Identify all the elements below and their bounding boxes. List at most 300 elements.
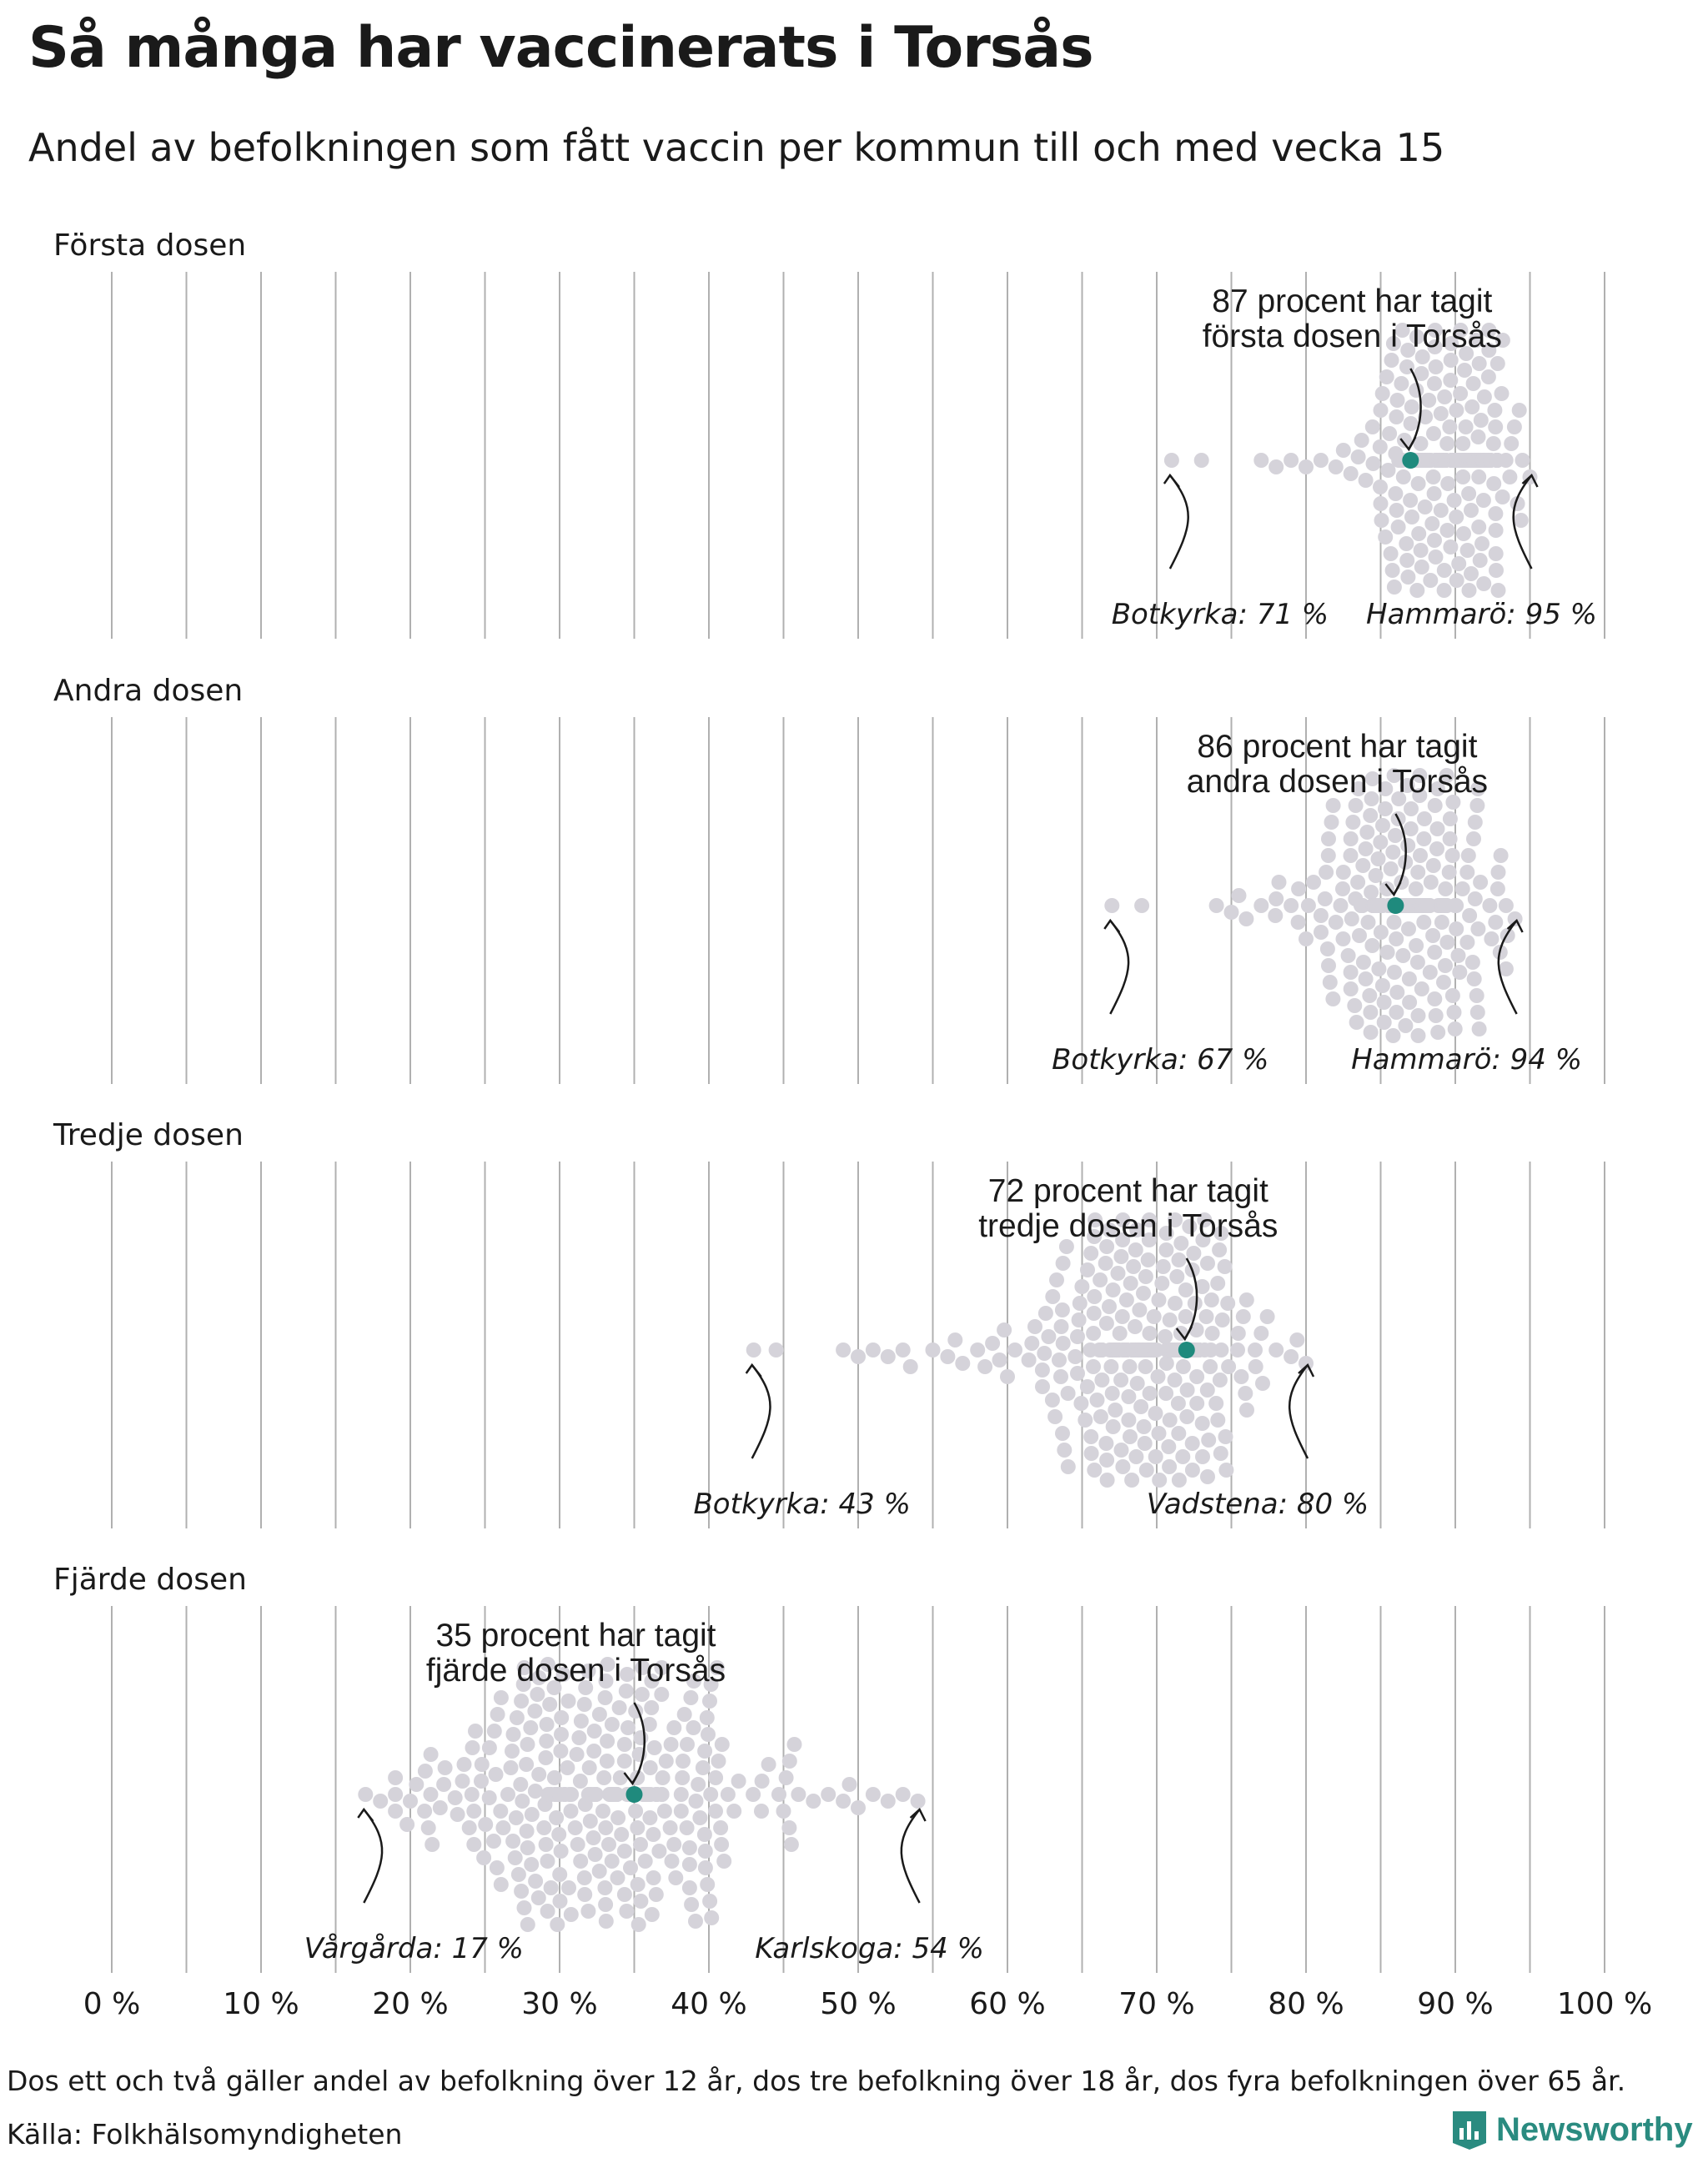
- municipality-dot: [1472, 356, 1487, 371]
- municipality-dot: [1200, 1383, 1215, 1398]
- municipality-dot: [992, 1352, 1007, 1368]
- municipality-dot: [623, 1860, 638, 1875]
- municipality-dot: [1449, 921, 1464, 936]
- municipality-dot: [513, 1777, 528, 1792]
- municipality-dot: [866, 1342, 881, 1358]
- municipality-dot: [1143, 1326, 1158, 1341]
- municipality-dot: [373, 1794, 388, 1809]
- municipality-dot: [1377, 1015, 1392, 1030]
- municipality-dot: [574, 1714, 589, 1729]
- municipality-dot: [1491, 865, 1506, 880]
- municipality-dot: [598, 1690, 613, 1705]
- municipality-dot: [1363, 808, 1378, 823]
- municipality-dot: [896, 1342, 911, 1358]
- municipality-dot: [1409, 383, 1424, 398]
- municipality-dot: [1070, 1329, 1085, 1344]
- municipality-dot: [791, 1787, 806, 1802]
- municipality-dot: [1344, 466, 1359, 481]
- municipality-dot: [1124, 1473, 1139, 1488]
- municipality-dot: [1434, 503, 1449, 518]
- municipality-dot: [704, 1910, 719, 1925]
- municipality-dot: [1119, 1292, 1134, 1307]
- municipality-dot: [1268, 908, 1283, 923]
- municipality-dot: [1451, 948, 1466, 963]
- municipality-dot: [554, 1844, 569, 1859]
- municipality-dot: [1373, 835, 1388, 850]
- municipality-dot: [1459, 935, 1474, 950]
- municipality-dot: [1488, 506, 1503, 521]
- municipality-dot: [1386, 1028, 1401, 1043]
- municipality-dot: [1359, 473, 1374, 488]
- municipality-dot: [448, 1790, 463, 1805]
- municipality-dot: [702, 1894, 717, 1909]
- municipality-dot: [674, 1804, 689, 1819]
- x-tick-label: 90 %: [1417, 1987, 1494, 2021]
- municipality-dot: [659, 1754, 674, 1769]
- municipality-dot: [1411, 476, 1426, 491]
- municipality-dot: [1378, 801, 1393, 816]
- municipality-dot: [540, 1904, 555, 1919]
- municipality-dot: [1400, 838, 1415, 853]
- municipality-dot: [1428, 798, 1443, 813]
- municipality-dot: [1494, 386, 1510, 401]
- municipality-dot: [1289, 1332, 1304, 1347]
- municipality-dot: [708, 1770, 723, 1785]
- municipality-dot: [1248, 1359, 1263, 1374]
- municipality-dot: [1299, 931, 1314, 946]
- municipality-dot: [761, 1757, 776, 1772]
- municipality-dot: [1132, 1302, 1147, 1317]
- municipality-dot: [1087, 1463, 1102, 1478]
- municipality-dot: [600, 1754, 615, 1769]
- municipality-dot: [388, 1770, 403, 1785]
- municipality-dot: [1378, 529, 1393, 545]
- min-arrow: [752, 1365, 771, 1458]
- municipality-dot: [698, 1844, 713, 1859]
- municipality-dot: [1138, 1359, 1153, 1374]
- municipality-dot: [1325, 991, 1340, 1006]
- municipality-dot: [1171, 1396, 1186, 1411]
- municipality-dot: [520, 1840, 535, 1855]
- municipality-dot: [1443, 539, 1458, 555]
- municipality-dot: [1208, 1396, 1223, 1411]
- municipality-dot: [560, 1760, 575, 1775]
- municipality-dot: [630, 1877, 646, 1892]
- municipality-dot: [520, 1917, 535, 1932]
- municipality-dot: [1268, 891, 1284, 906]
- municipality-dot: [955, 1356, 970, 1371]
- min-label: Vårgårda: 17 %: [304, 1932, 524, 1965]
- municipality-dot: [1445, 988, 1460, 1003]
- municipality-dot: [781, 1820, 796, 1835]
- municipality-dot: [1389, 1005, 1404, 1020]
- municipality-dot: [1268, 1342, 1284, 1358]
- municipality-dot: [1210, 1276, 1225, 1291]
- municipality-dot: [573, 1774, 588, 1789]
- municipality-dot: [1209, 898, 1224, 913]
- min-arrowhead: [746, 1365, 761, 1377]
- municipality-dot: [1158, 1242, 1173, 1257]
- municipality-dot: [1449, 509, 1464, 524]
- municipality-dot: [1094, 1373, 1109, 1388]
- municipality-dot: [1073, 1396, 1088, 1411]
- municipality-dot: [539, 1837, 554, 1852]
- municipality-dot: [1204, 1292, 1219, 1307]
- municipality-dot: [776, 1804, 791, 1819]
- municipality-dot: [1401, 921, 1416, 936]
- municipality-dot: [1487, 403, 1502, 418]
- municipality-dot: [455, 1774, 470, 1789]
- municipality-dot: [571, 1730, 586, 1745]
- municipality-dot: [1111, 1266, 1126, 1281]
- municipality-dot: [1489, 546, 1504, 561]
- municipality-dot: [1152, 1473, 1167, 1488]
- municipality-dot: [701, 1727, 716, 1742]
- municipality-dot: [598, 1820, 613, 1835]
- municipality-dot: [586, 1744, 601, 1759]
- municipality-dot: [1437, 563, 1452, 578]
- municipality-dot: [903, 1359, 918, 1374]
- municipality-dot: [1161, 1439, 1176, 1454]
- municipality-dot: [1099, 1453, 1114, 1468]
- municipality-dot: [665, 1854, 680, 1869]
- municipality-dot: [1449, 898, 1464, 913]
- max-arrow: [1289, 1365, 1308, 1458]
- municipality-dot: [680, 1820, 695, 1835]
- municipality-dot: [1168, 1296, 1183, 1311]
- municipality-dot: [1199, 1309, 1214, 1324]
- municipality-dot: [1477, 389, 1492, 404]
- municipality-dot: [1336, 443, 1351, 458]
- municipality-dot: [517, 1900, 532, 1915]
- municipality-dot: [644, 1700, 659, 1715]
- municipality-dot: [553, 1894, 568, 1909]
- municipality-dot: [1056, 1256, 1071, 1271]
- municipality-dot: [1215, 1312, 1230, 1327]
- municipality-dot: [1253, 1326, 1268, 1341]
- municipality-dot: [1445, 848, 1460, 863]
- x-tick-label: 30 %: [521, 1987, 598, 2021]
- municipality-dot: [564, 1787, 579, 1802]
- municipality-dot: [675, 1770, 690, 1785]
- municipality-dot: [1205, 1326, 1220, 1341]
- municipality-dot: [1423, 965, 1438, 980]
- municipality-dot: [617, 1844, 632, 1859]
- municipality-dot: [1394, 376, 1409, 391]
- municipality-dot: [1489, 563, 1504, 578]
- municipality-dot: [1041, 1329, 1056, 1344]
- municipality-dot: [1035, 1379, 1050, 1394]
- municipality-dot: [1321, 958, 1336, 973]
- municipality-dot: [881, 1794, 896, 1809]
- municipality-dot: [527, 1704, 542, 1719]
- municipality-dot: [1504, 436, 1519, 451]
- municipality-dot: [1284, 453, 1299, 468]
- max-label: Hammarö: 95 %: [1366, 598, 1597, 631]
- municipality-dot: [1421, 393, 1436, 408]
- municipality-dot: [475, 1757, 490, 1772]
- municipality-dot: [519, 1757, 534, 1772]
- municipality-dot: [1336, 931, 1351, 946]
- municipality-dot: [1471, 469, 1486, 484]
- municipality-dot: [1053, 1369, 1068, 1384]
- municipality-dot: [610, 1810, 625, 1825]
- municipality-dot: [668, 1870, 683, 1885]
- municipality-dot: [1113, 1249, 1128, 1264]
- municipality-dot: [1137, 1419, 1152, 1434]
- municipality-dot: [779, 1770, 794, 1785]
- municipality-dot: [1213, 1373, 1228, 1388]
- municipality-dot: [1314, 453, 1329, 468]
- municipality-dot: [1490, 356, 1505, 371]
- municipality-dot: [1083, 1429, 1098, 1444]
- municipality-dot: [1448, 1021, 1463, 1036]
- municipality-dot: [1426, 858, 1441, 873]
- municipality-dot: [1495, 489, 1510, 504]
- municipality-dot: [1164, 453, 1179, 468]
- municipality-dot: [1220, 1296, 1235, 1311]
- municipality-dot: [726, 1804, 741, 1819]
- municipality-dot: [1464, 399, 1479, 414]
- municipality-dot: [1326, 798, 1341, 813]
- municipality-dot: [1007, 1342, 1022, 1358]
- municipality-dot: [1514, 513, 1529, 528]
- municipality-dot: [1233, 1369, 1248, 1384]
- municipality-dot: [836, 1794, 851, 1809]
- min-arrowhead: [1104, 921, 1119, 932]
- municipality-dot: [1102, 1299, 1117, 1314]
- municipality-dot: [1430, 1025, 1445, 1040]
- municipality-dot: [1515, 453, 1530, 468]
- municipality-dot: [1374, 925, 1389, 940]
- municipality-dot: [1344, 831, 1359, 846]
- municipality-dot: [1134, 898, 1149, 913]
- municipality-dot: [1385, 563, 1400, 578]
- municipality-dot: [1344, 911, 1359, 926]
- municipality-dot: [1035, 1363, 1050, 1378]
- municipality-dot: [424, 1837, 440, 1852]
- municipality-dot: [1178, 1309, 1193, 1324]
- municipality-dot: [1022, 1352, 1037, 1368]
- municipality-dot: [1162, 1459, 1177, 1474]
- municipality-dot: [436, 1777, 451, 1792]
- municipality-dot: [1423, 573, 1438, 588]
- municipality-dot: [1086, 1326, 1101, 1341]
- municipality-dot: [1443, 831, 1458, 846]
- municipality-dot: [1455, 469, 1470, 484]
- municipality-dot: [1121, 1389, 1136, 1404]
- municipality-dot: [1398, 1018, 1413, 1033]
- municipality-dot: [1387, 580, 1402, 595]
- municipality-dot: [1098, 1256, 1113, 1271]
- municipality-dot: [647, 1740, 662, 1755]
- x-tick-label: 20 %: [372, 1987, 449, 2021]
- municipality-dot: [985, 1336, 1000, 1351]
- brand-name: Newsworthy: [1496, 2110, 1693, 2148]
- municipality-dot: [482, 1790, 497, 1805]
- municipality-dot: [1364, 1025, 1379, 1040]
- source-note: Källa: Folkhälsomyndigheten: [7, 2118, 403, 2150]
- municipality-dot: [1389, 409, 1404, 424]
- municipality-dot: [525, 1807, 540, 1822]
- municipality-dot: [1323, 975, 1338, 990]
- municipality-dot: [1388, 828, 1403, 843]
- municipality-dot: [1461, 848, 1476, 863]
- municipality-dot: [1409, 583, 1424, 598]
- municipality-dot: [866, 1787, 881, 1802]
- municipality-dot: [1439, 436, 1454, 451]
- municipality-dot: [1086, 1359, 1101, 1374]
- municipality-dot: [1359, 841, 1374, 856]
- municipality-dot: [664, 1737, 679, 1752]
- municipality-dot: [597, 1880, 612, 1895]
- municipality-dot: [1397, 433, 1412, 448]
- municipality-dot: [580, 1904, 595, 1919]
- municipality-dot: [746, 1787, 761, 1802]
- municipality-dot: [716, 1854, 731, 1869]
- municipality-dot: [631, 1917, 646, 1932]
- municipality-dot: [683, 1690, 698, 1705]
- municipality-dot: [1047, 1409, 1062, 1424]
- municipality-dot: [1195, 1416, 1210, 1431]
- municipality-dot: [649, 1887, 664, 1902]
- municipality-dot: [583, 1814, 598, 1829]
- municipality-dot: [1429, 1008, 1444, 1023]
- municipality-dot: [1410, 865, 1425, 880]
- municipality-dot: [528, 1874, 543, 1889]
- municipality-dot: [1074, 1279, 1089, 1294]
- municipality-dot: [1440, 523, 1455, 538]
- municipality-dot: [1482, 898, 1497, 913]
- municipality-dot: [1113, 1373, 1128, 1388]
- municipality-dot: [508, 1850, 523, 1865]
- municipality-dot: [388, 1804, 403, 1819]
- municipality-dot: [1461, 486, 1476, 501]
- municipality-dot: [547, 1770, 562, 1785]
- municipality-dot: [782, 1754, 797, 1769]
- municipality-dot: [1194, 453, 1209, 468]
- municipality-dot: [1171, 1426, 1186, 1441]
- municipality-dot: [524, 1857, 539, 1872]
- municipality-dot: [1314, 925, 1329, 940]
- municipality-dot: [1329, 915, 1344, 930]
- municipality-dot: [1447, 1005, 1462, 1020]
- municipality-dot: [1389, 931, 1404, 946]
- municipality-dot: [1416, 831, 1431, 846]
- brand-logo: [1451, 2108, 1693, 2151]
- municipality-dot: [1179, 1409, 1194, 1424]
- municipality-dot: [490, 1707, 505, 1722]
- municipality-dot: [1389, 985, 1404, 1000]
- municipality-dot: [514, 1884, 529, 1899]
- municipality-dot: [465, 1740, 480, 1755]
- municipality-dot: [645, 1907, 660, 1922]
- municipality-dot: [1385, 845, 1400, 860]
- municipality-dot: [1185, 1436, 1200, 1451]
- municipality-dot: [1469, 988, 1484, 1003]
- municipality-dot: [1375, 818, 1390, 833]
- municipality-dot: [1362, 988, 1377, 1003]
- municipality-dot: [561, 1694, 576, 1709]
- municipality-dot: [500, 1787, 515, 1802]
- municipality-dot: [1361, 915, 1376, 930]
- municipality-dot: [1152, 1426, 1167, 1441]
- municipality-dot: [1231, 1326, 1246, 1341]
- municipality-dot: [731, 1774, 746, 1789]
- municipality-dot: [474, 1774, 489, 1789]
- municipality-dot: [388, 1787, 403, 1802]
- municipality-dot: [1438, 881, 1453, 896]
- municipality-dot: [1319, 865, 1334, 880]
- municipality-dot: [1359, 971, 1374, 986]
- municipality-dot: [1375, 386, 1390, 401]
- municipality-dot: [697, 1744, 712, 1759]
- municipality-dot: [509, 1810, 524, 1825]
- municipality-dot: [1045, 1393, 1060, 1408]
- municipality-dot: [676, 1754, 691, 1769]
- municipality-dot: [1384, 546, 1399, 561]
- municipality-dot: [1189, 1396, 1204, 1411]
- municipality-dot: [1213, 1446, 1228, 1461]
- municipality-dot: [1178, 1282, 1193, 1297]
- municipality-dot: [1399, 536, 1414, 551]
- municipality-dot: [1499, 453, 1514, 468]
- municipality-dot: [554, 1727, 569, 1742]
- municipality-dot: [1158, 1329, 1173, 1344]
- municipality-dot: [540, 1717, 555, 1732]
- municipality-dot: [1434, 915, 1449, 930]
- municipality-dot: [595, 1804, 610, 1819]
- municipality-dot: [1106, 1419, 1121, 1434]
- municipality-dot: [1159, 1356, 1174, 1371]
- municipality-dot: [646, 1870, 661, 1885]
- municipality-dot: [1354, 433, 1369, 448]
- municipality-dot: [1104, 898, 1119, 913]
- municipality-dot: [1156, 1259, 1171, 1274]
- municipality-dot: [561, 1880, 576, 1895]
- municipality-dot: [1447, 493, 1462, 508]
- x-tick-label: 40 %: [671, 1987, 747, 2021]
- municipality-dot: [1128, 1242, 1143, 1257]
- municipality-dot: [896, 1787, 911, 1802]
- municipality-dot: [468, 1724, 483, 1739]
- municipality-dot: [1138, 1269, 1153, 1284]
- municipality-dot: [1141, 1252, 1156, 1267]
- municipality-dot: [510, 1710, 525, 1725]
- municipality-dot: [1426, 426, 1441, 441]
- municipality-dot: [940, 1349, 955, 1364]
- municipality-dot: [1374, 496, 1389, 511]
- municipality-dot: [1414, 560, 1429, 575]
- annotation-line-2: andra dosen i Torsås: [1186, 764, 1489, 800]
- municipality-dot: [540, 1854, 555, 1869]
- municipality-dot: [1467, 971, 1482, 986]
- municipality-dot: [577, 1697, 592, 1712]
- municipality-dot: [536, 1820, 551, 1835]
- municipality-dot: [1465, 955, 1480, 970]
- municipality-dot: [1218, 1463, 1233, 1478]
- municipality-dot: [1108, 1403, 1123, 1418]
- municipality-dot: [1427, 991, 1442, 1006]
- municipality-dot: [1052, 1352, 1067, 1368]
- municipality-dot: [1404, 801, 1419, 816]
- municipality-dot: [1090, 1393, 1105, 1408]
- municipality-dot: [1460, 543, 1475, 558]
- municipality-dot: [417, 1804, 432, 1819]
- municipality-dot: [613, 1770, 628, 1785]
- municipality-dot: [1238, 1386, 1253, 1401]
- municipality-dot: [1072, 1312, 1087, 1327]
